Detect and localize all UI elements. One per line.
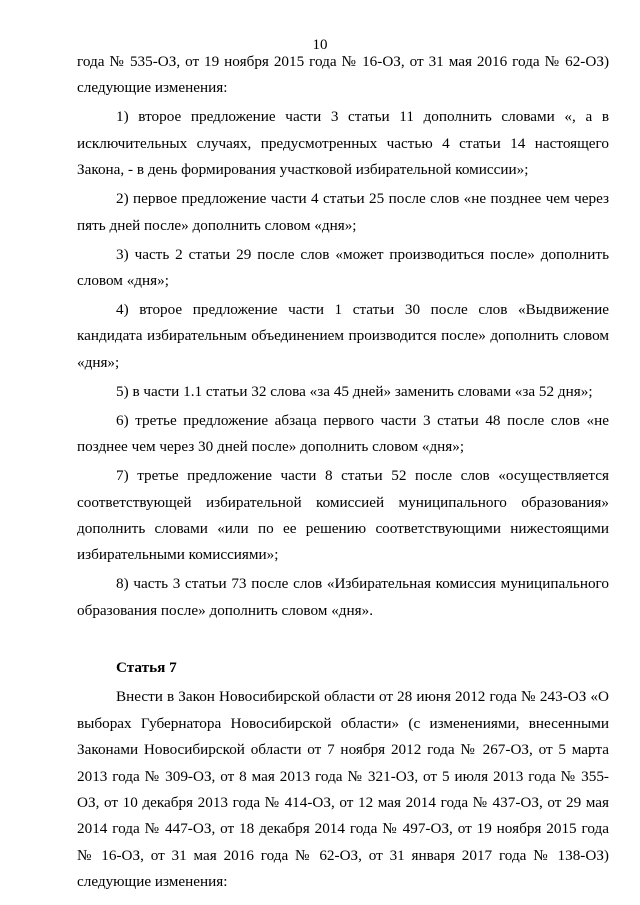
- amendment-item-8: 8) часть 3 статьи 73 после слов «Избирательная комиссия муниципального образования после» дополнить словом «дня».: [77, 575, 609, 619]
- page-number: 10: [312, 37, 328, 53]
- amendment-item-3: 3) часть 2 статьи 29 после слов «может производиться после» дополнить словом «дня»;: [77, 245, 609, 290]
- amendment-item-7: 7) третье предложение части 8 статьи 52 после слов «осуществляется соответствующей избирательной комиссией муниципального образования» дополнить словами «или по ее решению соответствующими нижестоящими избирательными комиссиями»;: [77, 467, 609, 564]
- document-body: [77, 49, 609, 896]
- paragraph-continuation: года № 535-ОЗ, от 19 ноября 2015 года № 16-ОЗ, от 31 мая 2016 года № 62-ОЗ) следующие изменения:: [77, 53, 609, 97]
- amendment-item-6: 6) третье предложение абзаца первого части 3 статьи 48 после слов «не позднее чем через 30 дней после» дополнить словом «дня»;: [77, 411, 609, 456]
- section-gap: [77, 624, 609, 655]
- amendment-item-2: 2) первое предложение части 4 статьи 25 после слов «не позднее чем через пять дней после» дополнить словом «дня»;: [77, 190, 609, 234]
- article-heading: Статья 7: [116, 659, 177, 677]
- amendment-item-4: 4) второе предложение части 1 статьи 30 после слов «Выдвижение кандидата избирательным объединением производится после» дополнить словом «дня»;: [77, 301, 609, 371]
- amendment-item-5: 5) в части 1.1 статьи 32 слова «за 45 дней» заменить словами «за 52 дня»;: [116, 382, 593, 400]
- article-text: Внести в Закон Новосибирской области от 28 июня 2012 года № 243-ОЗ «О выборах Губернатора Новосибирской области» (с изменениями, внесенными Законами Новосибирской области от 7 ноября 2012 года № 267-ОЗ, от 5 марта 2013 года № 309-ОЗ, от 8 мая 2013 года № 321-ОЗ, от 5 июля 2013 года № 355-ОЗ, от 10 декабря 2013 года № 414-ОЗ, от 12 мая 2014 года № 437-ОЗ, от 29 мая 2014 года № 447-ОЗ, от 18 декабря 2014 года № 497-ОЗ, от 19 ноября 2015 года № 16-ОЗ, от 31 мая 2016 года № 62-ОЗ, от 31 января 2017 года № 138-ОЗ) следующие изменения:: [77, 688, 609, 891]
- amendment-item-1: 1) второе предложение части 3 статьи 11 дополнить словами «, а в исключительных случаях, предусмотренных частью 4 статьи 14 настоящего Закона, - в день формирования участковой избирательной комиссии»;: [77, 108, 609, 179]
